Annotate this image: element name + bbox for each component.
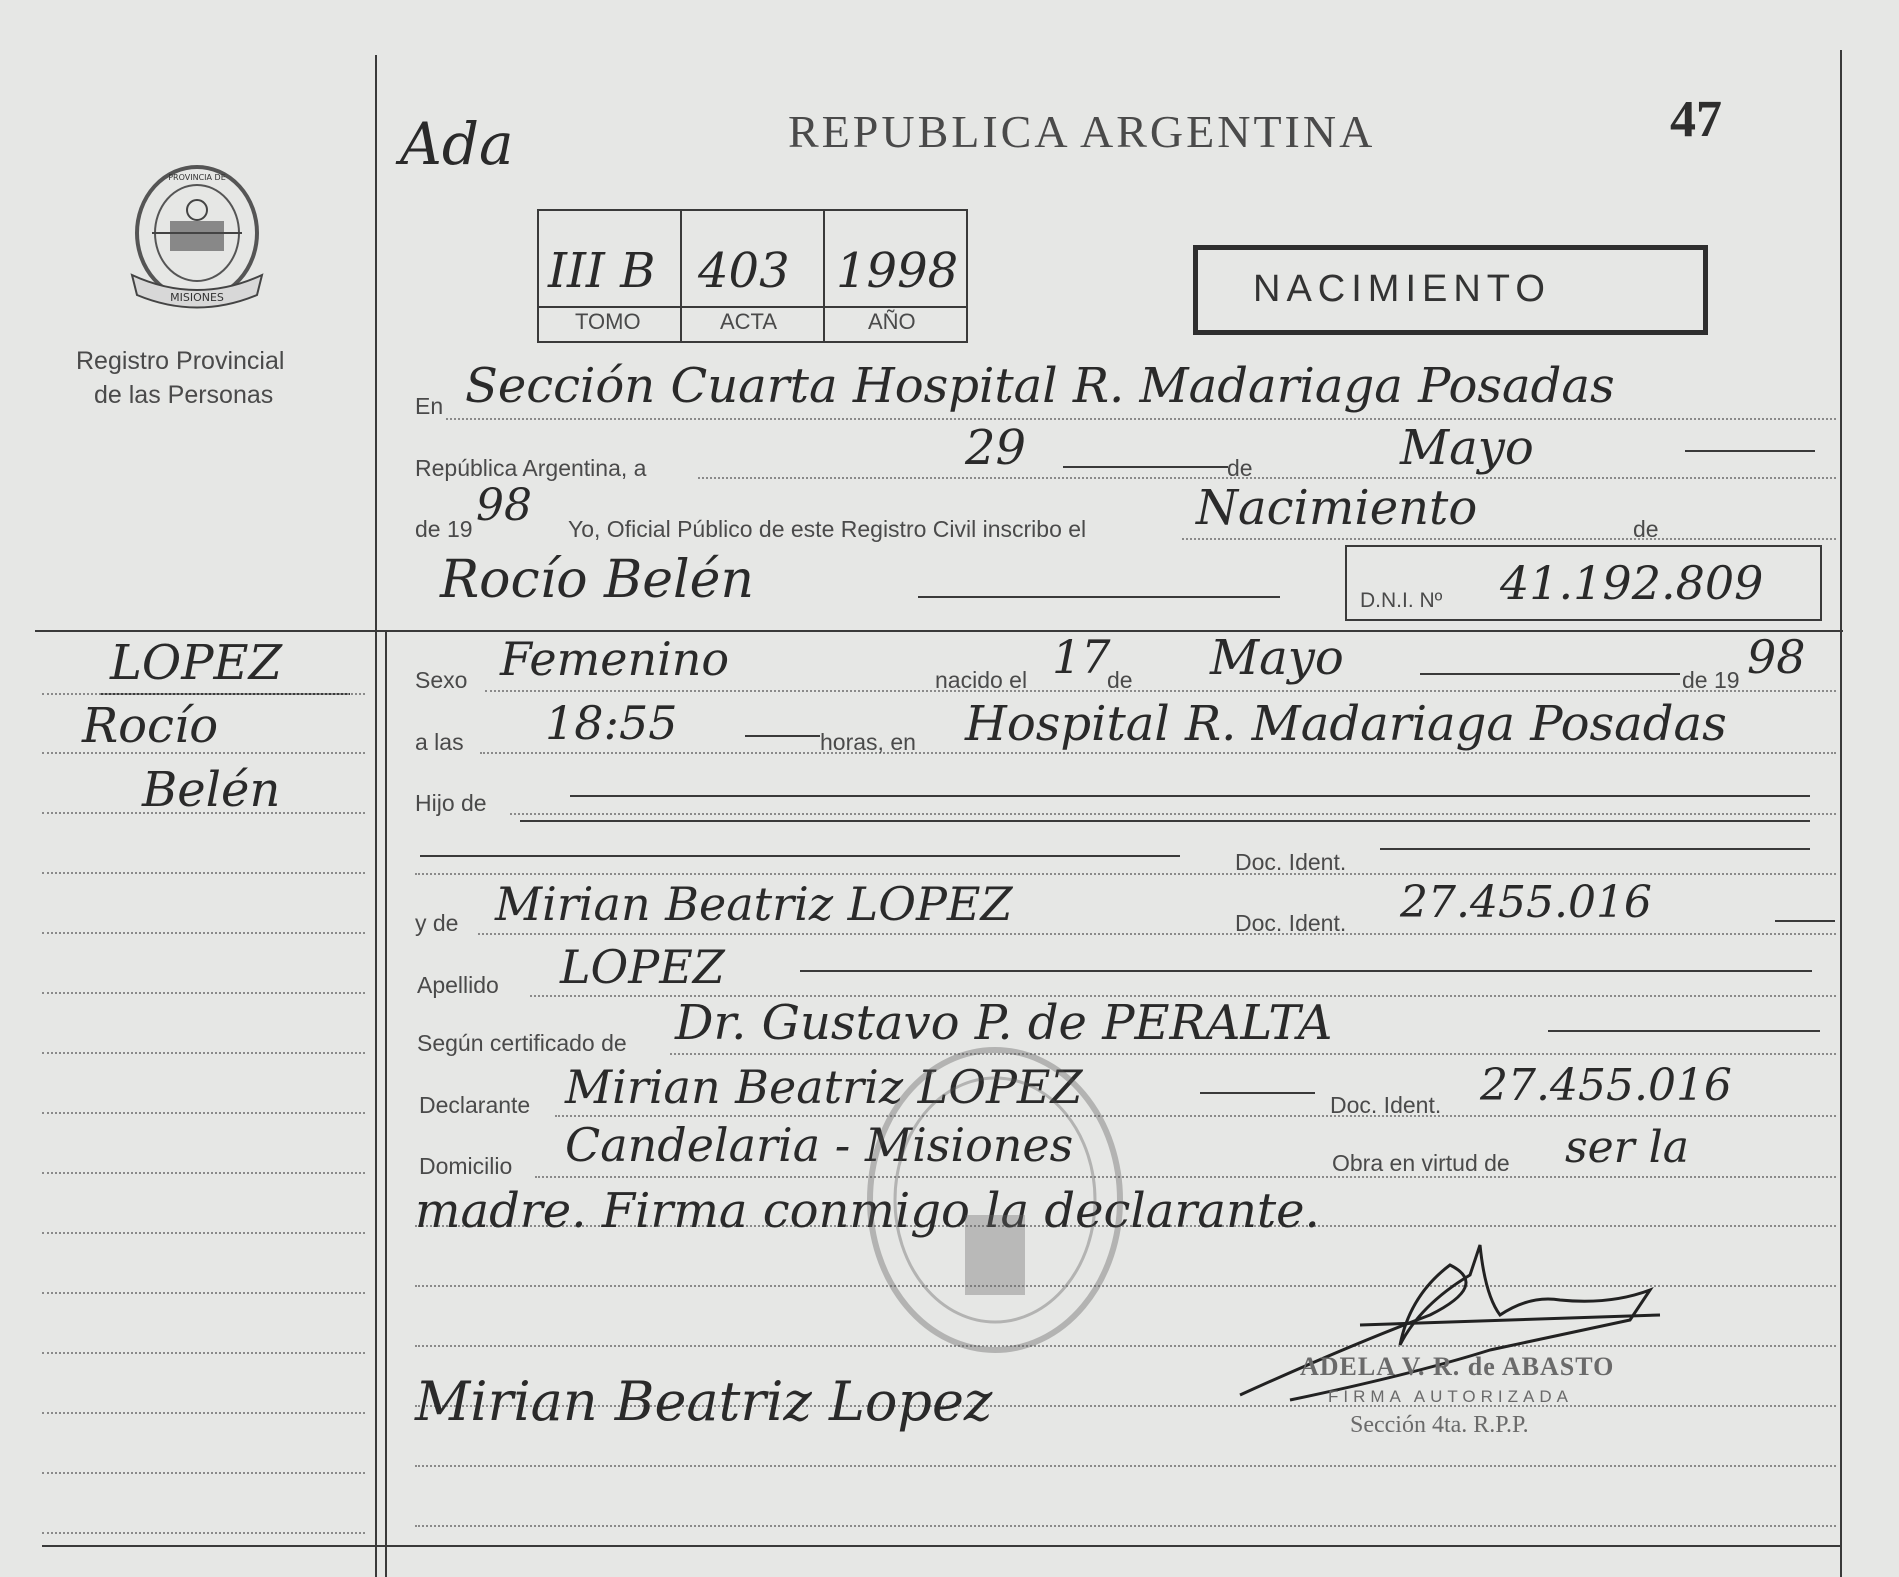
hora-value: 18:55 <box>545 696 678 750</box>
republica-label: República Argentina, a <box>415 455 647 481</box>
margin-given1: Rocío <box>82 698 219 754</box>
day-dash <box>1063 466 1228 468</box>
margin-line-2 <box>42 752 365 754</box>
doc-father-dots <box>415 873 1836 875</box>
nacido-month: Mayo <box>1210 630 1344 686</box>
domicilio-label: Domicilio <box>419 1153 513 1179</box>
sexo-dots <box>485 690 1836 692</box>
country-title: REPUBLICA ARGENTINA <box>788 106 1376 157</box>
yo-dots <box>1182 538 1836 540</box>
margin-line-6 <box>42 992 365 994</box>
domicilio-dots <box>535 1176 1836 1178</box>
doc-type-label: NACIMIENTO <box>1253 268 1551 310</box>
margin-line-14 <box>42 1472 365 1474</box>
acta-label: ACTA <box>720 309 778 334</box>
madre-value: Mirian Beatriz LOPEZ <box>495 877 1013 931</box>
certificado-value: Dr. Gustavo P. de PERALTA <box>675 995 1333 1051</box>
certificado-dots <box>670 1053 1836 1055</box>
acta-value: 403 <box>698 243 790 299</box>
en-dots <box>446 418 1836 420</box>
obra-cont-value: madre. Firma conmigo la declarante. <box>415 1183 1320 1239</box>
madre-doc-dash <box>1775 920 1835 922</box>
certificado-label: Según certificado de <box>417 1030 627 1056</box>
margin-line-4 <box>42 872 365 874</box>
sexo-label: Sexo <box>415 667 468 693</box>
stamp-line1: ADELA V. R. de ABASTO <box>1300 1352 1615 1381</box>
margin-given2: Belén <box>142 762 281 818</box>
margin-line-13 <box>42 1412 365 1414</box>
declarante-label: Declarante <box>419 1092 531 1118</box>
declarante-dots <box>555 1115 1836 1117</box>
anio-value: 1998 <box>836 243 959 299</box>
registry-stamp-icon <box>855 1040 1135 1360</box>
lugar-value: Hospital R. Madariaga Posadas <box>965 696 1727 752</box>
margin-line-1 <box>42 693 365 695</box>
name-value: Rocío Belén <box>440 550 754 610</box>
de-label: de <box>1227 455 1253 481</box>
sexo-value: Femenino <box>500 632 730 686</box>
bottom-divider <box>42 1545 1842 1547</box>
annotation-ada: Ada <box>400 110 514 178</box>
yo-text: Yo, Oficial Público de este Registro Civil inscribo el <box>568 516 1087 542</box>
hijo-dots <box>510 813 1836 815</box>
margin-line-15 <box>42 1532 365 1534</box>
certificado-dash <box>1548 1030 1820 1032</box>
tomo-label: TOMO <box>575 309 641 334</box>
en-value: Sección Cuarta Hospital R. Madariaga Posadas <box>465 358 1615 414</box>
obra-label: Obra en virtud de <box>1332 1150 1510 1176</box>
doc-father-line-2 <box>1380 848 1810 850</box>
nacido-de-label: de <box>1107 667 1133 693</box>
de19-label: de 19 <box>415 516 473 542</box>
apellido-dash <box>800 970 1812 972</box>
margin-line-3 <box>42 812 365 814</box>
empty-line-5 <box>415 1525 1836 1527</box>
de19-label-2: de 19 <box>1682 667 1740 693</box>
provincial-seal-icon <box>122 155 272 315</box>
domicilio-value: Candelaria - Misiones <box>565 1118 1074 1172</box>
nacido-year: 98 <box>1747 630 1806 684</box>
horas-label: horas, en <box>820 729 916 755</box>
hora-dash <box>745 735 820 737</box>
doc-ident-label-3: Doc. Ident. <box>1330 1092 1442 1118</box>
margin-column-border <box>385 630 387 1577</box>
yde-label: y de <box>415 910 459 936</box>
left-column-border <box>375 55 377 1577</box>
name-dash <box>918 596 1280 598</box>
apellido-value: LOPEZ <box>560 940 725 994</box>
margin-line-10 <box>42 1232 365 1234</box>
margin-line-9 <box>42 1172 365 1174</box>
empty-line-4 <box>415 1465 1836 1467</box>
de-label-2: de <box>1633 516 1659 542</box>
year-value: 98 <box>476 480 532 531</box>
apellido-label: Apellido <box>417 972 499 998</box>
right-border <box>1840 50 1842 1577</box>
dni-label: D.N.I. Nº <box>1360 589 1443 612</box>
en-label: En <box>415 393 444 419</box>
declarante-value: Mirian Beatriz LOPEZ <box>565 1060 1083 1114</box>
inscribo-value: Nacimiento <box>1196 480 1478 536</box>
seal-bottom-text: MISIONES <box>170 291 224 304</box>
doc-father-line <box>420 855 1180 857</box>
republica-dots <box>698 477 1836 479</box>
alas-dots <box>480 752 1836 754</box>
madre-doc: 27.455.016 <box>1400 877 1652 928</box>
declarante-doc: 27.455.016 <box>1480 1060 1732 1111</box>
nacido-month-dash <box>1420 673 1680 675</box>
hijo-label: Hijo de <box>415 790 487 816</box>
obra-value: ser la <box>1565 1122 1689 1173</box>
hijo-line-2 <box>520 820 1810 822</box>
hijo-line-1 <box>570 795 1810 797</box>
margin-surname: LOPEZ <box>110 635 282 691</box>
month-dash <box>1685 450 1815 452</box>
margin-line-11 <box>42 1292 365 1294</box>
margin-line-12 <box>42 1352 365 1354</box>
record-label-divider <box>537 306 966 308</box>
dni-value: 41.192.809 <box>1500 556 1764 610</box>
doc-ident-label-2: Doc. Ident. <box>1235 910 1347 936</box>
yde-dots <box>478 933 1836 935</box>
page-number: 47 <box>1670 91 1722 148</box>
declarante-signature: Mirian Beatriz Lopez <box>415 1370 993 1433</box>
nacido-label: nacido el <box>935 667 1028 693</box>
alas-label: a las <box>415 729 464 755</box>
stamp-line3: Sección 4ta. R.P.P. <box>1350 1412 1529 1438</box>
stamp-line2: FIRMA AUTORIZADA <box>1328 1387 1573 1406</box>
day-value: 29 <box>965 420 1027 476</box>
seal-top-text: PROVINCIA DE <box>168 173 226 182</box>
margin-line-5 <box>42 932 365 934</box>
nacido-day: 17 <box>1052 630 1111 684</box>
declarante-dash <box>1200 1092 1315 1094</box>
tomo-value: III B <box>548 243 656 299</box>
month-value: Mayo <box>1400 420 1534 476</box>
anio-label: AÑO <box>868 309 916 334</box>
margin-line-8 <box>42 1112 365 1114</box>
section-divider <box>35 630 1843 632</box>
registry-name-line2: de las Personas <box>94 381 274 409</box>
margin-line-7 <box>42 1052 365 1054</box>
doc-ident-label-1: Doc. Ident. <box>1235 849 1347 875</box>
registry-name-line1: Registro Provincial <box>76 347 285 375</box>
